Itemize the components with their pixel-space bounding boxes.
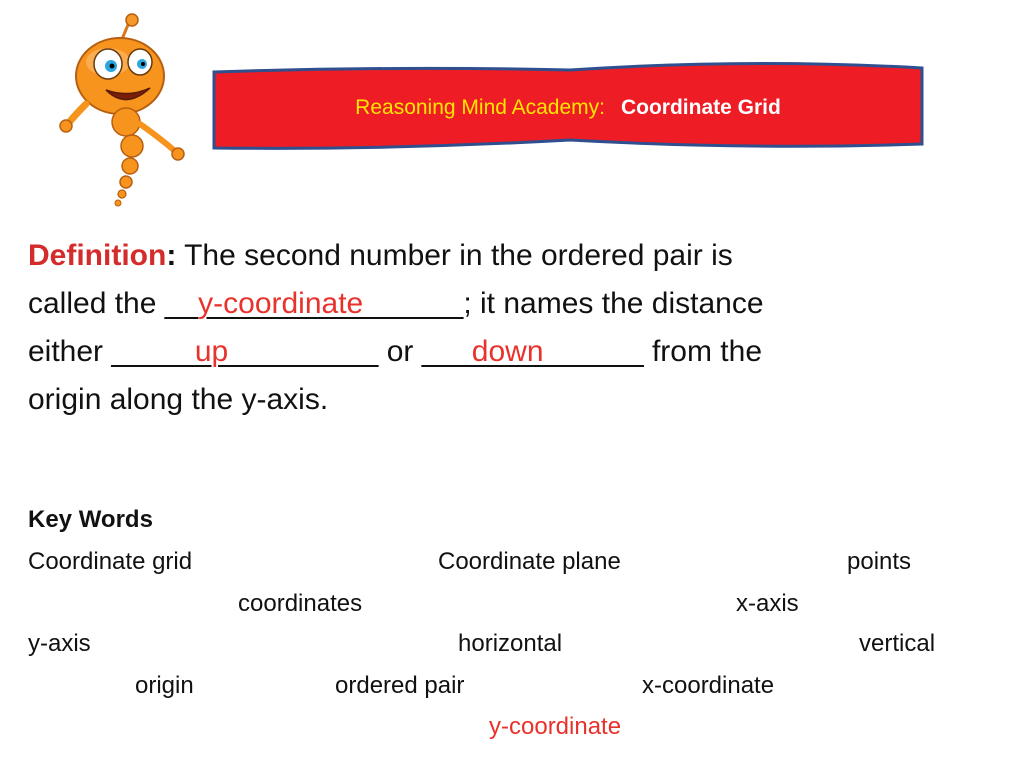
blank-3-pre: ___ xyxy=(421,335,472,368)
blank-1 xyxy=(165,287,464,320)
blank-2-post: _________ xyxy=(228,335,379,368)
definition-line3-mid: or xyxy=(378,335,422,368)
definition-paragraph xyxy=(28,232,988,424)
definition-line-1 xyxy=(28,232,988,280)
key-word-y-coordinate: y-coordinate xyxy=(489,713,622,740)
definition-colon: : xyxy=(166,239,177,272)
banner-title xyxy=(213,90,923,126)
blank-2-pre: _____ xyxy=(111,335,195,368)
definition-line-3 xyxy=(28,328,988,376)
key-word-coordinate-plane: Coordinate plane xyxy=(438,548,621,575)
key-word-coordinates: coordinates xyxy=(238,590,363,617)
blank-3 xyxy=(422,335,644,368)
key-word-coordinate-grid: Coordinate grid xyxy=(28,548,193,575)
blank-1-answer: y-coordinate xyxy=(198,287,364,320)
blank-3-post: ______ xyxy=(543,335,644,368)
blank-2-answer: up xyxy=(194,335,229,368)
definition-line2-suffix: ; it names the distance xyxy=(463,287,764,320)
definition-line4-text: origin along the y-axis. xyxy=(28,383,329,416)
key-word-y-axis: y-axis xyxy=(28,630,91,657)
definition-label: Definition xyxy=(28,239,167,272)
definition-line3-suffix: from the xyxy=(643,335,762,368)
definition-line-4 xyxy=(28,376,988,424)
key-words-title: Key Words xyxy=(28,506,153,533)
banner-academy-text: Reasoning Mind Academy: xyxy=(355,96,605,119)
key-word-horizontal: horizontal xyxy=(458,630,563,657)
definition-line2-prefix: called the xyxy=(28,287,165,320)
key-word-x-coordinate: x-coordinate xyxy=(642,672,775,699)
blank-3-answer: down xyxy=(471,335,544,368)
banner-topic-text: Coordinate Grid xyxy=(620,96,781,119)
key-word-ordered-pair: ordered pair xyxy=(335,672,465,699)
blank-1-pre: __ xyxy=(164,287,199,320)
key-word-origin: origin xyxy=(135,672,194,699)
definition-line3-prefix: either xyxy=(28,335,112,368)
orange-robot-mascot-icon xyxy=(48,12,198,208)
key-word-vertical: vertical xyxy=(859,630,936,657)
blank-1-post: ______ xyxy=(363,287,464,320)
key-word-x-axis: x-axis xyxy=(736,590,799,617)
definition-line1-text: The second number in the ordered pair is xyxy=(176,239,733,272)
definition-line-2 xyxy=(28,280,988,328)
key-word-points: points xyxy=(847,548,912,575)
blank-2 xyxy=(111,335,378,368)
